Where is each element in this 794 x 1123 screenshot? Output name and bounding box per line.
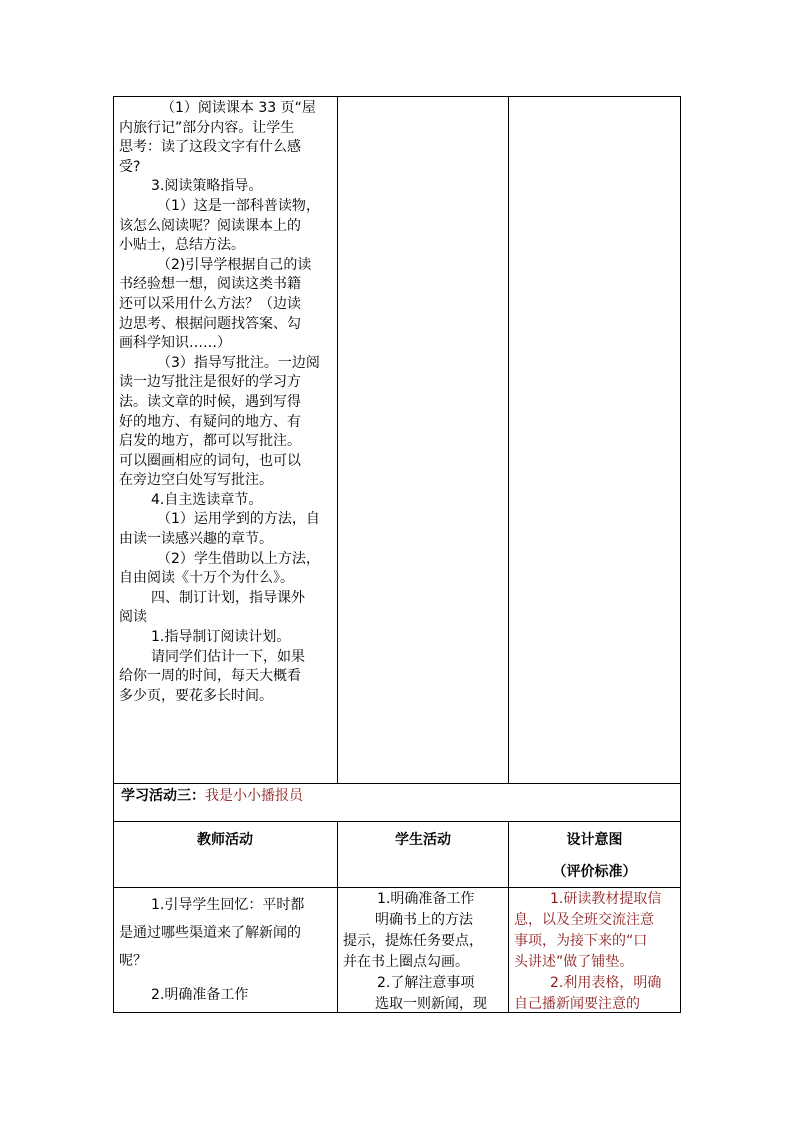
table-border-right <box>680 96 681 1013</box>
text-line: 1.引导学生回忆：平时都 <box>151 897 305 913</box>
text-line: 还可以采用什么方法？（边读 <box>119 295 301 312</box>
text-line: 读一边写批注是很好的学习方 <box>119 374 301 391</box>
activity3-label: 学习活动三： <box>121 788 205 804</box>
text-line: 可以圈画相应的词句，也可以 <box>119 452 301 469</box>
text-line: 头讲述”做了铺垫。 <box>514 954 634 970</box>
text-line: （1）运用学到的方法，自 <box>157 511 320 528</box>
text-line: 息，以及全班交流注意 <box>514 912 654 928</box>
text-line: 选取一则新闻，现 <box>375 996 487 1012</box>
text-line: 边思考、根据问题找答案、勾 <box>119 315 301 332</box>
text-line: 小贴士，总结方法。 <box>119 237 245 254</box>
text-line: 2.利用表格，明确 <box>550 975 662 991</box>
text-line: 1.指导制订阅读计划。 <box>151 629 291 646</box>
text-line: 1.研读教材提取信 <box>550 891 662 907</box>
text-line: 该怎么阅读呢？阅读课本上的 <box>119 217 301 234</box>
text-line: 好的地方、有疑问的地方、有 <box>119 413 301 430</box>
column-divider-2 <box>508 96 509 784</box>
text-line: （3）指导写批注。一边阅 <box>157 354 320 371</box>
text-line: 2.了解注意事项 <box>377 975 475 991</box>
text-line: 自己播新闻要注意的 <box>514 996 640 1012</box>
text-line: 4.自主选读章节。 <box>151 491 263 508</box>
text-line: 四、制订计划，指导课外 <box>151 589 305 606</box>
column-divider-1 <box>337 96 338 784</box>
header-design-intent: 设计意图 <box>566 832 623 848</box>
activity3-title-row <box>121 786 671 806</box>
row-divider-1 <box>113 783 681 784</box>
text-line: 内旅行记”部分内容。让学生 <box>119 119 295 136</box>
text-line: 请同学们估计一下，如果 <box>151 648 305 665</box>
text-line: 画科学知识……） <box>119 335 231 352</box>
text-line: 并在书上圈点勾画。 <box>343 954 469 970</box>
row-divider-2 <box>113 821 681 822</box>
text-line: 思考：读了这段文字有什么感 <box>119 139 301 156</box>
section2-teacher-cell <box>117 895 335 1005</box>
text-line: 事项，为接下来的“口 <box>514 933 648 949</box>
text-line: 明确书上的方法 <box>375 912 473 928</box>
text-line: 1.明确准备工作 <box>377 891 475 907</box>
text-line: （2)引导学根据自己的读 <box>157 256 312 273</box>
column-divider-1-lower <box>337 822 338 1013</box>
text-line: 启发的地方，都可以写批注。 <box>119 433 301 450</box>
text-line: 提示，提炼任务要点， <box>343 933 483 949</box>
section1-teacher-cell <box>117 99 335 706</box>
text-line: 给你一周的时间，每天大概看 <box>119 668 301 685</box>
text-line: （2）学生借助以上方法， <box>157 550 320 567</box>
text-line: 受? <box>119 158 141 175</box>
section2-design-cell <box>512 890 678 1013</box>
section2-student-cell <box>341 890 506 1013</box>
lesson-plan-table <box>113 96 681 1013</box>
header-evaluation-criteria: （评价标准） <box>552 864 637 880</box>
row-divider-3 <box>113 887 681 888</box>
header-teacher-activity: 教师活动 <box>197 832 253 848</box>
text-line: 3.阅读策略指导。 <box>151 178 263 195</box>
text-line: 自由阅读《十万个为什么》。 <box>119 570 294 587</box>
text-line: 是通过哪些渠道来了解新闻的 <box>119 925 301 941</box>
text-line: 法。读文章的时候，遇到写得 <box>119 393 301 410</box>
text-line: 在旁边空白处写写批注。 <box>119 472 273 489</box>
table-border-left <box>113 96 114 1013</box>
text-line: （1）这是一部科普读物， <box>157 197 320 214</box>
text-line: 多少页，要花多长时间。 <box>119 687 273 704</box>
text-line: 呢？ <box>119 953 147 969</box>
header-student-activity: 学生活动 <box>395 832 451 848</box>
text-line: （1）阅读课本 33 页“屋 <box>161 100 316 116</box>
text-line: 阅读 <box>119 609 147 626</box>
table-border-top <box>113 96 681 97</box>
text-line: 2.明确准备工作 <box>151 987 249 1003</box>
column-divider-2-lower <box>508 822 509 1013</box>
text-line: 书经验想一想，阅读这类书籍 <box>119 276 301 293</box>
text-line: 由读一读感兴趣的章节。 <box>119 531 273 548</box>
activity3-title: 我是小小播报员 <box>205 788 303 804</box>
